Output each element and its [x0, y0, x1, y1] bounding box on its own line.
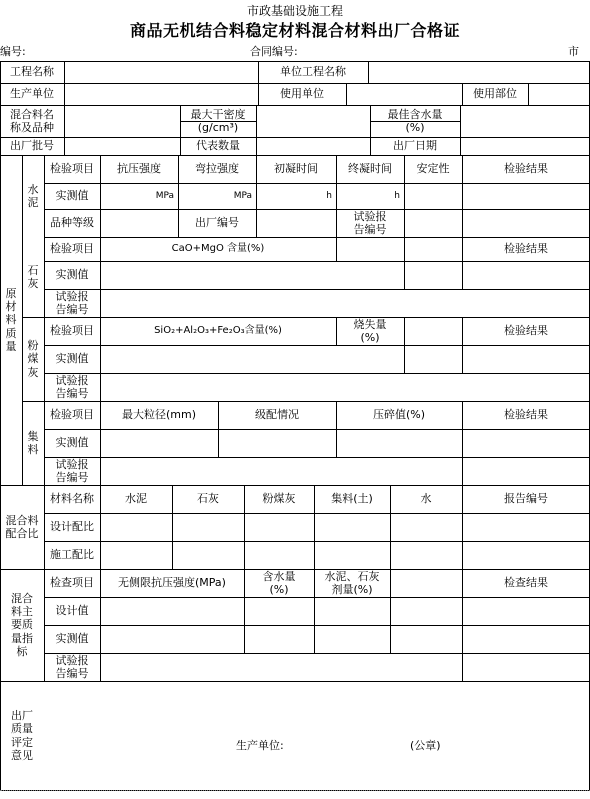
aggregate-crush-header: 压碎值(%) [372, 407, 426, 421]
best-water-label: 最佳含水量 (%) [387, 107, 443, 134]
quality-result-header: 检查结果 [504, 575, 548, 589]
quality-design-label: 设计值 [55, 603, 89, 617]
lime-report-no-label: 试验报 告编号 [55, 289, 89, 316]
cement-hour-unit-2: h [394, 190, 400, 201]
cement-final-set-header: 终凝时间 [348, 161, 392, 175]
aggregate-max-size-header: 最大粒径(mm) [121, 407, 196, 421]
mix-report-no-header: 报告编号 [504, 491, 548, 505]
cement-compressive-header: 抗压强度 [117, 161, 161, 175]
contract-number-label: 合同编号: [250, 45, 298, 58]
aggregate-label: 集 料 [27, 429, 39, 456]
aggregate-measured-label: 实测值 [55, 435, 89, 449]
mix-name-label: 混合料名 称及品种 [10, 107, 54, 134]
quality-measured-label: 实测值 [55, 631, 89, 645]
lime-measured-label: 实测值 [55, 267, 89, 281]
quality-strength-header: 无侧限抗压强度(MPa) [118, 575, 226, 589]
batch-no-label: 出厂批号 [10, 138, 54, 152]
lime-label: 石 灰 [27, 263, 39, 290]
flyash-report-no-label: 试验报 告编号 [55, 373, 89, 400]
quality-item-header: 检查项目 [50, 575, 94, 589]
cement-hour-unit-1: h [326, 190, 332, 201]
number-label: 编号: [0, 45, 26, 58]
aggregate-item-header: 检验项目 [50, 407, 94, 421]
max-density-label: 最大干密度 (g/cm³) [190, 107, 246, 134]
mix-water-header: 水 [420, 491, 432, 505]
mix-material-header: 材料名称 [50, 491, 94, 505]
flyash-loss-header: 烧失量 (%) [353, 317, 387, 344]
mix-aggregate-header: 集料(土) [331, 491, 373, 505]
sample-qty-label: 代表数量 [196, 138, 240, 152]
factory-date-label: 出厂日期 [393, 138, 437, 152]
aggregate-report-no-label: 试验报 告编号 [55, 457, 89, 484]
document-title: 商品无机结合料稳定材料混合材料出厂合格证 [129, 21, 460, 40]
cement-measured-label: 实测值 [55, 188, 89, 202]
mix-cement-header: 水泥 [125, 491, 147, 505]
flyash-label: 粉 煤 灰 [27, 339, 39, 379]
producer-label: 生产单位 [10, 86, 54, 100]
user-dept-label: 使用部位 [473, 86, 517, 100]
user-label: 使用单位 [280, 86, 324, 100]
quality-dosage-header: 水泥、石灰 剂量(%) [324, 569, 380, 596]
mix-lime-header: 石灰 [197, 491, 219, 505]
lime-result-header: 检验结果 [504, 241, 548, 255]
opinion-seal-label: (公章) [410, 739, 441, 752]
cement-initial-set-header: 初凝时间 [274, 161, 318, 175]
mix-design-label: 设计配比 [50, 519, 94, 533]
right-mark: 市 [568, 45, 579, 58]
lime-content-header: CaO+MgO 含量(%) [171, 243, 265, 255]
opinion-label: 出厂 质量 评定 意见 [11, 709, 33, 762]
project-name-label: 工程名称 [10, 64, 54, 78]
document-subtitle: 市政基础设施工程 [246, 4, 343, 18]
cement-soundness-header: 安定性 [416, 161, 450, 175]
mix-ratio-label: 混合料 配合比 [5, 513, 39, 540]
cement-result-header: 检验结果 [504, 161, 548, 175]
cement-flexural-header: 弯拉强度 [195, 161, 239, 175]
cement-factory-no-label: 出厂编号 [195, 215, 239, 229]
cement-grade-label: 品种等级 [50, 215, 94, 229]
quality-water-header: 含水量 (%) [262, 569, 296, 596]
cement-mpa-unit-1: MPa [155, 190, 174, 201]
flyash-measured-label: 实测值 [55, 351, 89, 365]
cement-label: 水 泥 [27, 182, 39, 209]
mix-construction-label: 施工配比 [50, 547, 94, 561]
opinion-producer-label: 生产单位: [236, 739, 284, 752]
aggregate-result-header: 检验结果 [504, 407, 548, 421]
cement-mpa-unit-2: MPa [233, 190, 252, 201]
lime-item-header: 检验项目 [50, 241, 94, 255]
raw-material-label: 原 材 料 质 量 [5, 287, 17, 353]
flyash-item-header: 检验项目 [50, 323, 94, 337]
quality-label: 混合 料主 要质 量指 标 [11, 592, 33, 658]
flyash-result-header: 检验结果 [504, 323, 548, 337]
aggregate-grading-header: 级配情况 [255, 407, 299, 421]
unit-project-name-label: 单位工程名称 [280, 64, 346, 78]
flyash-content-header: SiO₂+Al₂O₃+Fe₂O₃含量(%) [154, 325, 282, 337]
mix-flyash-header: 粉煤灰 [262, 491, 296, 505]
cement-item-header: 检验项目 [50, 161, 94, 175]
cement-report-no-label: 试验报 告编号 [353, 209, 387, 236]
quality-report-no-label: 试验报 告编号 [55, 653, 89, 680]
